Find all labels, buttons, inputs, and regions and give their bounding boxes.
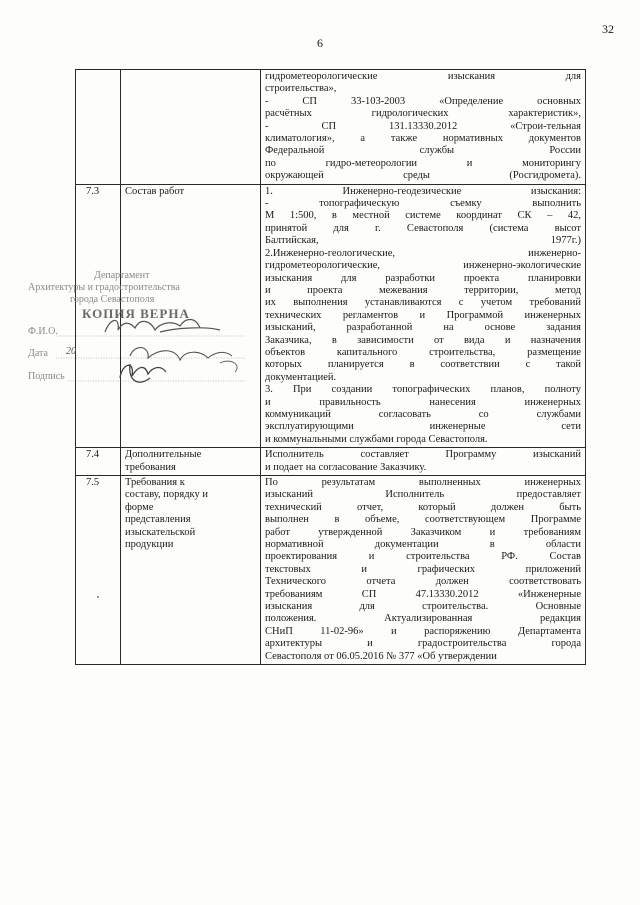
- content-line: архитектуры и градостроительства города: [265, 638, 581, 650]
- section-title: [121, 448, 261, 476]
- content-line: положения. Актуализированная редакция: [265, 613, 581, 625]
- content-line: нормативной документации в области: [265, 539, 581, 551]
- content-line: по гидро-метеорологии и мониторингу: [265, 157, 581, 169]
- content-line: объектов капитального строительства, размещение: [265, 346, 581, 358]
- content-line: климатология», а также нормативных документов: [265, 133, 581, 145]
- content-line: принятой для г. Севастополя (система высот: [265, 222, 581, 234]
- page-number: 6: [317, 36, 323, 50]
- content-line: 1. Инженерно-геодезические изыскания:: [265, 185, 581, 197]
- corner-page-number: 32: [602, 22, 614, 36]
- content-line: их выполнения устанавливаются с учетом требований: [265, 297, 581, 309]
- content-line: - СП 131.13330.2012 «Строи-тельная: [265, 120, 581, 132]
- content-line: - топографическую съемку выполнить: [265, 198, 581, 210]
- stamp-department-name: Архитектуры и градостроительства: [28, 282, 180, 293]
- stamp-date-value: 20: [66, 346, 76, 357]
- content-line: М 1:500, в местной системе координат СК – 42,: [265, 210, 581, 222]
- section-title-line: Требования к: [125, 477, 185, 488]
- stamp-city: города Севастополя: [70, 294, 155, 305]
- content-line: работ утвержденной Заказчиком и требованиям: [265, 526, 581, 538]
- content-line: окружающей среды (Росгидромета).: [265, 170, 581, 182]
- section-title: [121, 476, 261, 665]
- content-line: проектирования и строительства РФ. Состав: [265, 551, 581, 563]
- content-line: Севастополя от 06.05.2016 № 377 «Об утверждении: [265, 650, 497, 662]
- content-line: технический отчет, который должен быть: [265, 501, 581, 513]
- content-line: Балтийская, 1977г.): [265, 235, 581, 247]
- section-number: 7.4: [76, 448, 121, 476]
- section-title-line: Состав работ: [125, 185, 185, 197]
- stamp-date-label: Дата: [28, 348, 48, 359]
- content-line: Федеральной службы России: [265, 145, 581, 157]
- section-title: [121, 70, 261, 185]
- content-line: Исполнитель составляет Программу изысканий: [265, 449, 581, 461]
- content-line: коммуникаций согласовать со службами: [265, 408, 581, 420]
- table-row: [76, 70, 586, 185]
- content-line: требованиям СП 47.13330.2012 «Инженерные: [265, 588, 581, 600]
- content-line: изыскания для строительства. Основные: [265, 601, 581, 613]
- content-line: эксплуатирующими инженерные сети: [265, 421, 581, 433]
- content-line: - СП 33-103-2003 «Определение основных: [265, 95, 581, 107]
- stamp-department: Департамент: [94, 270, 150, 281]
- content-line: гидрометеорологические изыскания для: [265, 71, 581, 82]
- content-line: изысканий, разработанной на основе задания: [265, 322, 581, 334]
- content-line: документацией.: [265, 371, 337, 383]
- content-line: СНиП 11-02-96» и распоряжению Департамента: [265, 625, 581, 637]
- section-title-line: представления: [125, 514, 191, 526]
- section-title-line: составу, порядку и: [125, 489, 208, 501]
- content-line: и правильность нанесения инженерных: [265, 396, 581, 408]
- scan-mark: [97, 596, 99, 598]
- section-title-line: изыскательской: [125, 526, 196, 538]
- content-line: гидрометеорологические, инженерно-экологические: [265, 260, 581, 272]
- stamp-signature-label: Подпись: [28, 371, 65, 382]
- content-line: изысканий Исполнитель предоставляет: [265, 489, 581, 501]
- section-number: 7.5: [76, 476, 121, 665]
- content-line: изыскания для разработки проекта планировки: [265, 272, 581, 284]
- content-line: и коммунальными службами города Севастополя.: [265, 433, 488, 445]
- section-content: [261, 448, 586, 476]
- content-line: По результатам выполненных инженерных: [265, 477, 581, 488]
- content-line: и подает на согласование Заказчику.: [265, 461, 427, 473]
- section-number: [76, 70, 121, 185]
- content-line: текстовых и графических приложений: [265, 563, 581, 575]
- content-line: расчётных гидрологических характеристик»,: [265, 108, 581, 120]
- content-line: 2.Инженерно-геологические, инженерно-: [265, 247, 581, 259]
- content-line: Технического отчета должен соответствовать: [265, 576, 581, 588]
- table-row: [76, 476, 586, 665]
- section-title-line: форме: [125, 501, 154, 513]
- content-line: 3. При создании топографических планов, полноту: [265, 384, 581, 396]
- content-line: которых планируется в соответствии с такой: [265, 359, 581, 371]
- section-content: [261, 476, 586, 665]
- section-title-line: требования: [125, 461, 176, 473]
- content-line: строительства»,: [265, 83, 337, 95]
- section-number: 7.3: [76, 184, 121, 448]
- content-line: выполнен в объеме, соответствующем Программе: [265, 514, 581, 526]
- content-line: и проекта межевания территории, метод: [265, 284, 581, 296]
- content-line: Заказчика, в зависимости от вида и назначения: [265, 334, 581, 346]
- copy-certified-stamp: [10, 268, 270, 388]
- content-line: технических регламентов и Программой инженерных: [265, 309, 581, 321]
- stamp-copy-certified: КОПИЯ ВЕРНА: [82, 306, 190, 321]
- section-title-line: продукции: [125, 539, 174, 551]
- section-content: [261, 184, 586, 448]
- section-content: [261, 70, 586, 185]
- section-title-line: Дополнительные: [125, 449, 202, 461]
- handwritten-signatures: [10, 268, 270, 388]
- table-row: [76, 448, 586, 476]
- stamp-fio-label: Ф.И.О.: [28, 326, 58, 337]
